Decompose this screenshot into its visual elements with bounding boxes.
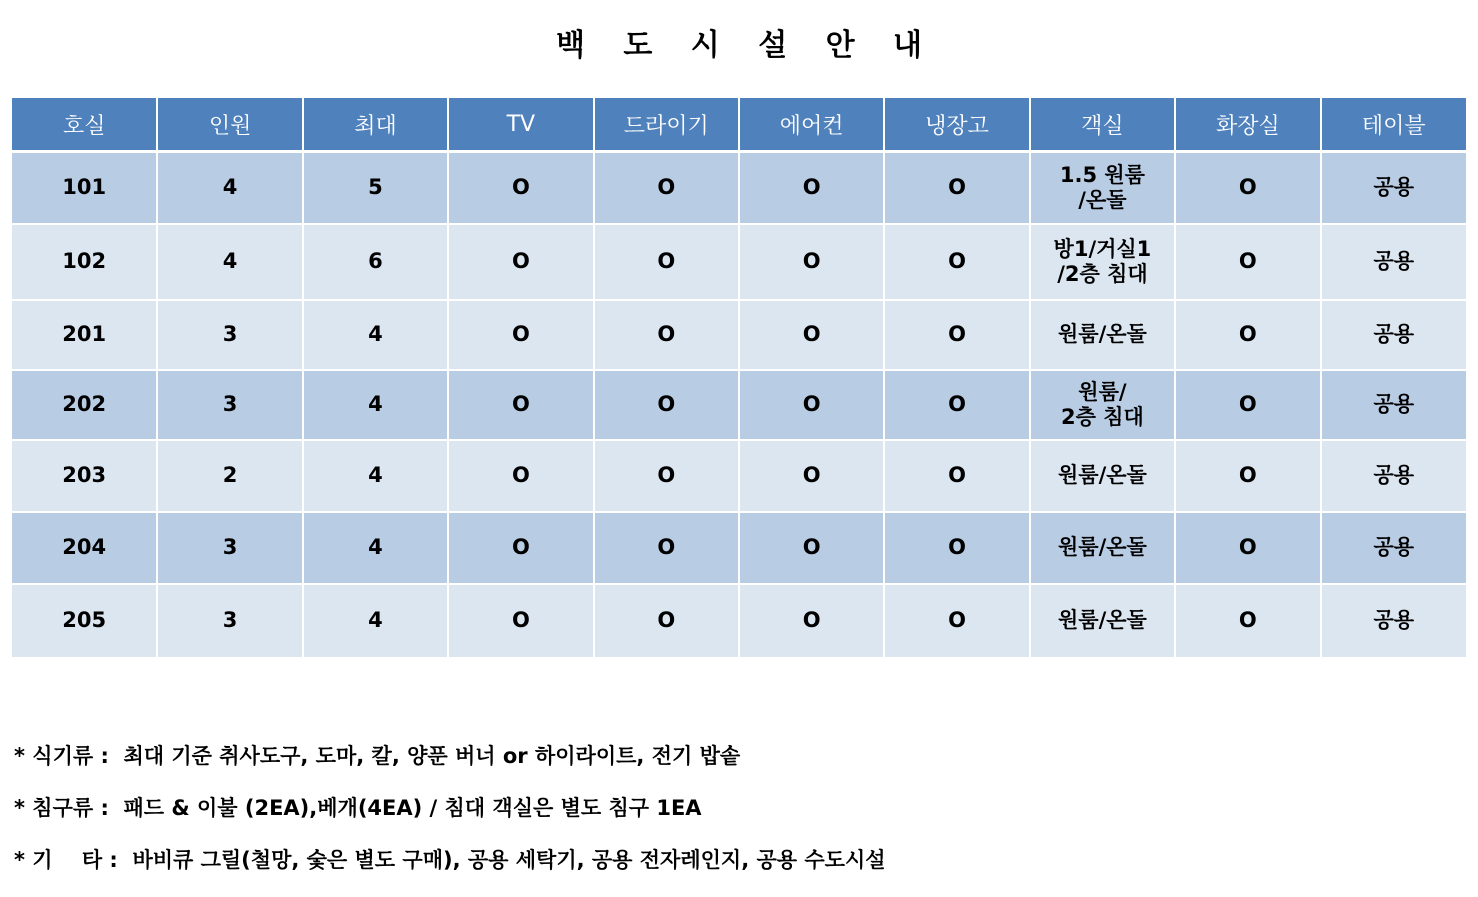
notes-section [14, 740, 1454, 896]
table-cell: 공용 [1321, 152, 1466, 224]
table-cell: 원룸/ 2층 침대 [1030, 370, 1175, 440]
table-row [12, 440, 1466, 512]
column-header: 화장실 [1175, 98, 1320, 152]
table-header-row [12, 98, 1466, 152]
table-cell: 4 [303, 370, 448, 440]
table-cell: 102 [12, 224, 157, 300]
table-cell: O [1175, 370, 1320, 440]
table-cell: 3 [157, 300, 302, 370]
table-cell: O [884, 584, 1029, 658]
table-cell: 4 [303, 440, 448, 512]
table-cell: 원룸/온돌 [1030, 584, 1175, 658]
table-cell: 4 [303, 584, 448, 658]
table-cell: O [594, 152, 739, 224]
table-row [12, 224, 1466, 300]
table-cell: 202 [12, 370, 157, 440]
table-cell: O [594, 370, 739, 440]
table-cell: O [448, 224, 593, 300]
table-cell: 203 [12, 440, 157, 512]
table-cell: 방1/거실1 /2층 침대 [1030, 224, 1175, 300]
table-cell: 5 [303, 152, 448, 224]
table-cell: 원룸/온돌 [1030, 300, 1175, 370]
column-header: 테이블 [1321, 98, 1466, 152]
column-header: TV [448, 98, 593, 152]
table-cell: 201 [12, 300, 157, 370]
page-title: 백 도 시 설 안 내 [555, 28, 937, 63]
column-header: 최대 [303, 98, 448, 152]
table-cell: 1.5 원룸 /온돌 [1030, 152, 1175, 224]
table-cell: O [884, 370, 1029, 440]
column-header: 인원 [157, 98, 302, 152]
table-cell: O [1175, 512, 1320, 584]
table-cell: 101 [12, 152, 157, 224]
table-cell: O [1175, 224, 1320, 300]
table-cell: 공용 [1321, 584, 1466, 658]
table-cell: 2 [157, 440, 302, 512]
table-cell: O [1175, 584, 1320, 658]
note-other: * 기 타 : 바비큐 그릴(철망, 숯은 별도 구매), 공용 세탁기, 공용 전자레인지, 공용 수도시설 [14, 848, 886, 872]
table-cell: 3 [157, 370, 302, 440]
table-cell: 원룸/온돌 [1030, 440, 1175, 512]
table-cell: O [884, 512, 1029, 584]
table-row [12, 152, 1466, 224]
table-cell: O [1175, 152, 1320, 224]
note-tableware: * 식기류 : 최대 기준 취사도구, 도마, 칼, 양푼 버너 or 하이라이트, 전기 밥솥 [14, 744, 741, 768]
table-cell: 공용 [1321, 512, 1466, 584]
column-header: 냉장고 [884, 98, 1029, 152]
table-cell: 4 [157, 152, 302, 224]
facility-table [12, 98, 1466, 659]
table-cell: O [1175, 440, 1320, 512]
table-cell: 4 [303, 512, 448, 584]
column-header: 드라이기 [594, 98, 739, 152]
column-header: 객실 [1030, 98, 1175, 152]
table-cell: O [448, 440, 593, 512]
table-cell: O [448, 370, 593, 440]
note-bedding: * 침구류 : 패드 & 이불 (2EA),베개(4EA) / 침대 객실은 별도 침구 1EA [14, 796, 702, 820]
table-cell: 204 [12, 512, 157, 584]
table-cell: O [594, 300, 739, 370]
table-cell: O [739, 512, 884, 584]
table-cell: 3 [157, 512, 302, 584]
table-cell: 원룸/온돌 [1030, 512, 1175, 584]
table-cell: 공용 [1321, 300, 1466, 370]
table-cell: O [448, 584, 593, 658]
table-cell: O [884, 440, 1029, 512]
table-cell: 공용 [1321, 440, 1466, 512]
table-cell: O [594, 440, 739, 512]
table-cell: O [884, 300, 1029, 370]
table-cell: O [884, 152, 1029, 224]
table-row [12, 512, 1466, 584]
table-cell: O [739, 152, 884, 224]
table-body [12, 152, 1466, 658]
table-cell: O [594, 512, 739, 584]
table-cell: 공용 [1321, 224, 1466, 300]
table-cell: O [594, 584, 739, 658]
table-row [12, 300, 1466, 370]
table-cell: O [739, 370, 884, 440]
table-cell: 4 [157, 224, 302, 300]
table-cell: O [739, 224, 884, 300]
table-cell: O [884, 224, 1029, 300]
table-cell: 6 [303, 224, 448, 300]
table-cell: O [739, 300, 884, 370]
table-row [12, 584, 1466, 658]
table-cell: 3 [157, 584, 302, 658]
table-cell: 공용 [1321, 370, 1466, 440]
table-cell: O [594, 224, 739, 300]
table-row [12, 370, 1466, 440]
table-cell: O [448, 512, 593, 584]
table-cell: 205 [12, 584, 157, 658]
table-cell: O [739, 584, 884, 658]
table-cell: O [448, 152, 593, 224]
table-cell: O [739, 440, 884, 512]
table-cell: O [448, 300, 593, 370]
table-cell: 4 [303, 300, 448, 370]
column-header: 호실 [12, 98, 157, 152]
column-header: 에어컨 [739, 98, 884, 152]
table-cell: O [1175, 300, 1320, 370]
